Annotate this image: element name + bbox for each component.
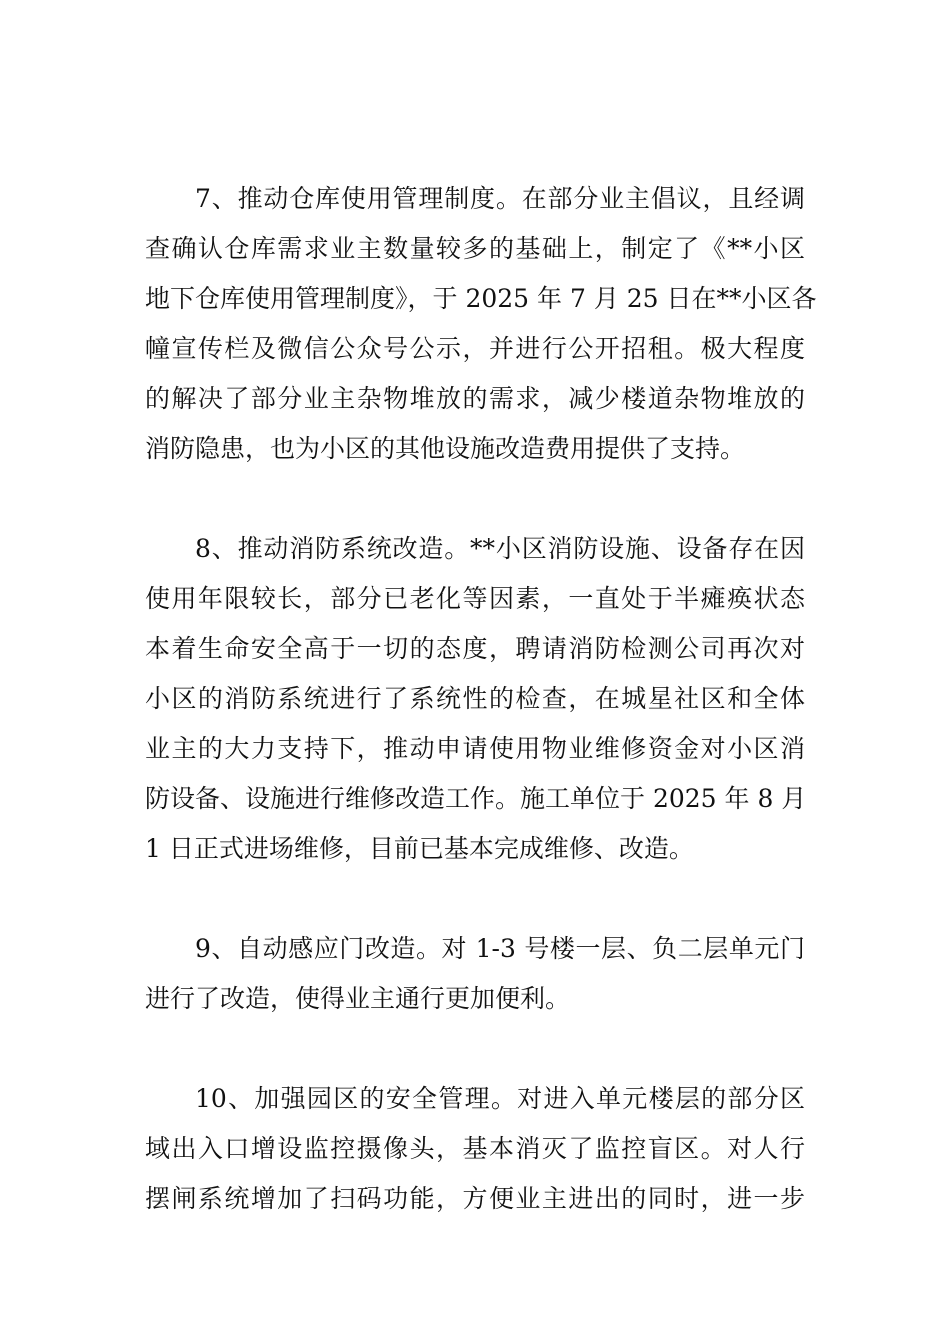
paragraph-8-line-3: 本着生命安全高于一切的态度，聘请消防检测公司再次对 <box>145 634 805 663</box>
paragraph-10-line-3: 摆闸系统增加了扫码功能，方便业主进出的同时，进一步 <box>145 1184 805 1213</box>
paragraph-8-line-7: 1 日正式进场维修，目前已基本完成维修、改造。 <box>145 834 694 863</box>
paragraph-8-line-1: 8、推动消防系统改造。**小区消防设施、设备存在因 <box>195 534 805 563</box>
paragraph-7-line-5: 的解决了部分业主杂物堆放的需求，减少楼道杂物堆放的 <box>145 384 805 413</box>
paragraph-7-line-1: 7、推动仓库使用管理制度。在部分业主倡议，且经调 <box>195 184 805 213</box>
paragraph-8-line-2: 使用年限较长，部分已老化等因素，一直处于半瘫痪状态 <box>145 584 805 613</box>
paragraph-9-line-2: 进行了改造，使得业主通行更加便利。 <box>145 984 571 1013</box>
paragraph-7-line-2: 查确认仓库需求业主数量较多的基础上，制定了《**小区 <box>145 234 805 263</box>
paragraph-9-line-1: 9、自动感应门改造。对 1-3 号楼一层、负二层单元门 <box>195 934 805 963</box>
paragraph-8-line-5: 业主的大力支持下，推动申请使用物业维修资金对小区消 <box>145 734 805 763</box>
paragraph-10-line-2: 域出入口增设监控摄像头，基本消灭了监控盲区。对人行 <box>145 1134 805 1163</box>
paragraph-7-line-4: 幢宣传栏及微信公众号公示，并进行公开招租。极大程度 <box>145 334 805 363</box>
paragraph-8-line-6: 防设备、设施进行维修改造工作。施工单位于 2025 年 8 月 <box>145 784 807 813</box>
paragraph-8-line-4: 小区的消防系统进行了系统性的检查，在城星社区和全体 <box>145 684 805 713</box>
paragraph-7-line-3: 地下仓库使用管理制度》，于 2025 年 7 月 25 日在**小区各 <box>145 284 817 313</box>
paragraph-7-line-6: 消防隐患，也为小区的其他设施改造费用提供了支持。 <box>145 434 746 463</box>
paragraph-10-line-1: 10、加强园区的安全管理。对进入单元楼层的部分区 <box>195 1084 805 1113</box>
